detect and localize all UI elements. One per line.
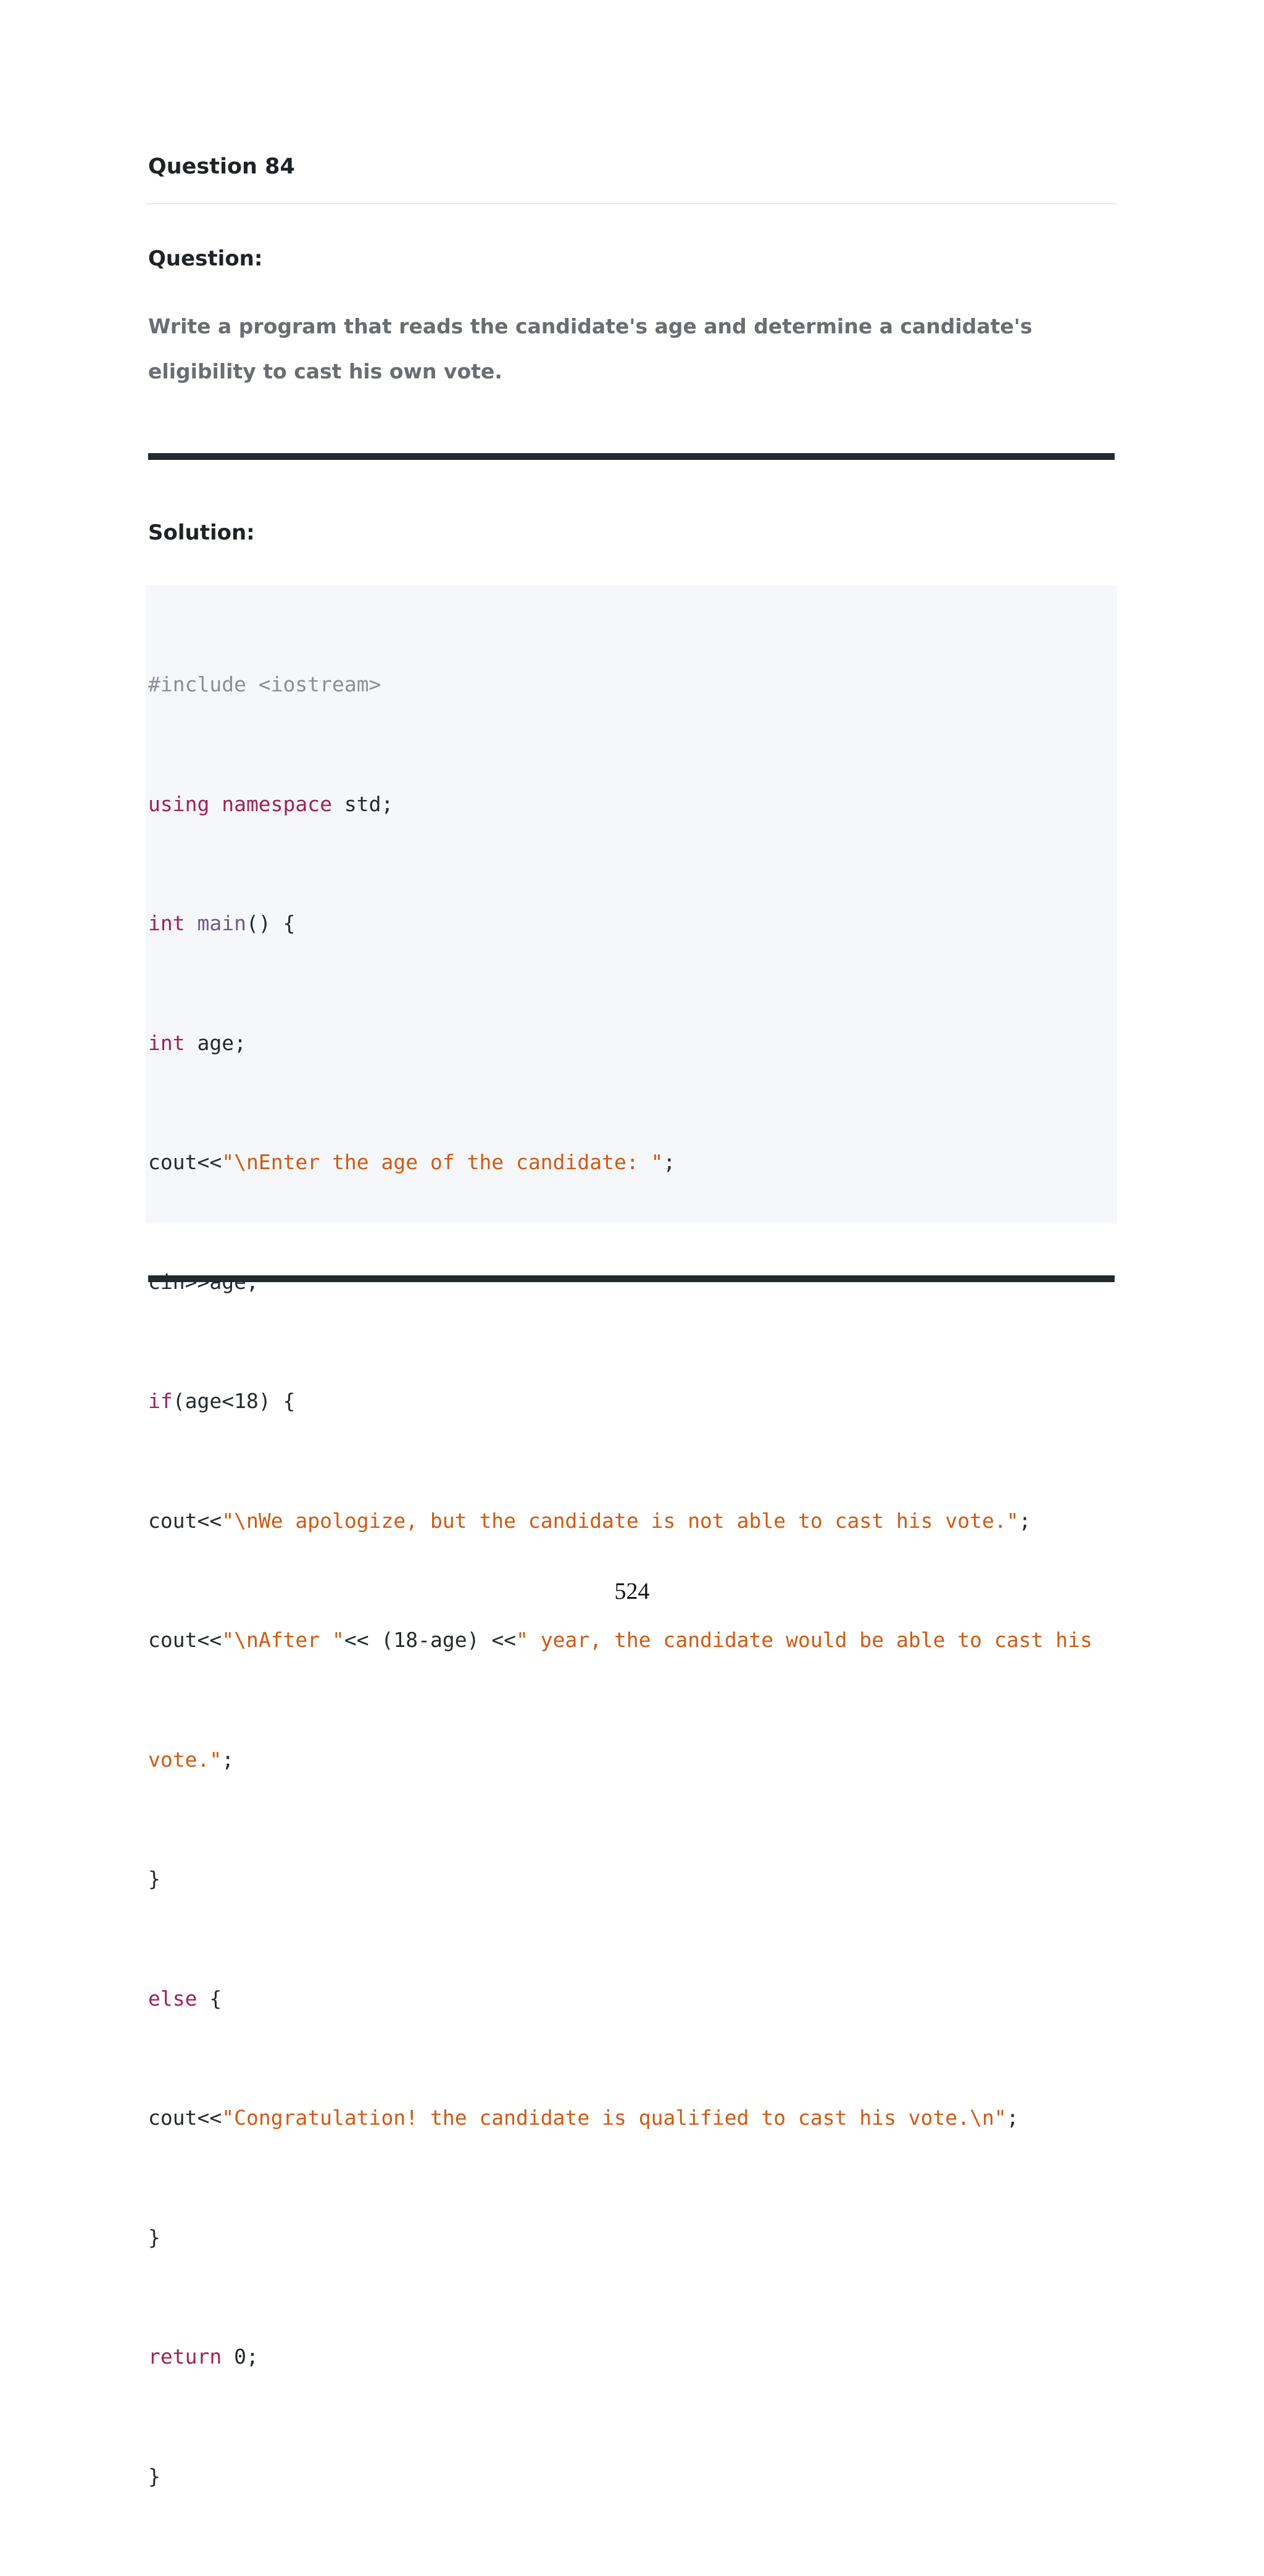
code-token-text: << (18-age) << [344, 1628, 517, 1652]
code-token-string: " year, the candidate would be able to cast his [516, 1628, 1092, 1652]
question-number-heading: Question 84 [148, 154, 295, 179]
code-token-keyword: return [148, 2345, 222, 2369]
code-line-13 [148, 2098, 1092, 2138]
code-token-string: "\nAfter " [222, 1628, 344, 1652]
code-token-text: { [197, 1986, 222, 2011]
code-line-7 [148, 1382, 1092, 1422]
code-token-text: std; [332, 791, 394, 816]
code-token-function: main [197, 911, 246, 935]
code-line-11 [148, 1859, 1092, 1899]
code-line-14 [148, 2218, 1092, 2258]
code-line-3 [148, 904, 1092, 944]
code-token-text: cout<< [148, 1508, 222, 1533]
code-token-text: } [148, 2464, 160, 2488]
page-number: 524 [614, 1578, 650, 1604]
code-line-1 [148, 665, 1092, 705]
question-text: Write a program that reads the candidate's age and determine a candidate's eligibility to cast his own vote. [148, 314, 1033, 383]
question-label: Question: [148, 246, 263, 271]
code-token-text: cout<< [148, 2106, 222, 2130]
code-line-16 [148, 2457, 1092, 2497]
code-token-keyword: int [148, 1030, 185, 1055]
code-token-preprocessor: #include <iostream> [148, 672, 381, 696]
code-token-text: } [148, 2225, 160, 2249]
code-token-text: () { [246, 911, 296, 935]
code-line-8 [148, 1501, 1092, 1541]
code-line-12 [148, 1979, 1092, 2019]
section-divider-bottom [148, 1275, 1115, 1282]
code-line-15 [148, 2337, 1092, 2377]
code-token-string: "\nWe apologize, but the candidate is not able to cast his vote." [222, 1508, 1019, 1533]
code-token-text: 0; [222, 2345, 259, 2369]
code-token-keyword: else [148, 1986, 198, 2011]
code-token-keyword: using namespace [148, 791, 333, 816]
code-token-text: cout<< [148, 1628, 222, 1652]
code-token-text: cout<< [148, 1150, 222, 1174]
code-token-text: } [148, 1867, 160, 1891]
code-token-string: "Congratulation! the candidate is qualified to cast his vote.\n" [222, 2106, 1007, 2130]
code-token-keyword: int [148, 911, 185, 935]
code-line-10 [148, 1740, 1092, 1780]
code-token-text: ; [1006, 2106, 1019, 2130]
code-token-text: ; [663, 1150, 676, 1174]
code-line-4 [148, 1023, 1092, 1064]
code-token-text: ; [1018, 1508, 1031, 1533]
code-line-9 [148, 1620, 1092, 1661]
section-divider-top [148, 453, 1115, 460]
code-token-text [185, 911, 198, 935]
code-line-5 [148, 1143, 1092, 1183]
code-token-keyword: if [148, 1389, 173, 1413]
code-token-text: age; [185, 1030, 246, 1055]
code-token-string: "\nEnter the age of the candidate: " [222, 1150, 663, 1174]
code-token-string: vote." [148, 1747, 222, 1772]
code-token-text: (age<18) { [172, 1389, 296, 1413]
code-line-2 [148, 785, 1092, 825]
heading-divider [146, 203, 1117, 204]
code-token-text: ; [222, 1747, 235, 1772]
solution-label: Solution: [148, 520, 255, 545]
